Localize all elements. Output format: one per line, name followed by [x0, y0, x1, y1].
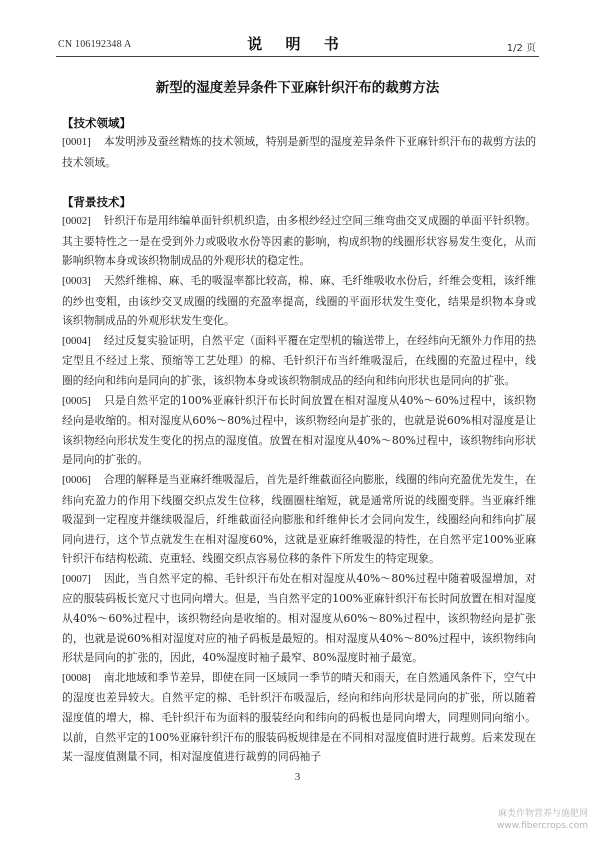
paragraph-number: [0007] [62, 572, 91, 585]
paragraph-number: [0001] [62, 136, 91, 148]
section-heading-background: 【背景技术】 [62, 195, 131, 210]
page-number: 3 [294, 771, 301, 783]
paragraph-number: [0004] [62, 334, 91, 347]
paragraph-number: [0003] [62, 274, 91, 287]
paragraph-number: [0002] [62, 215, 91, 228]
site-watermark [497, 808, 588, 832]
paragraph [62, 211, 536, 271]
paragraph-text: 针织汗布是用纬编单面针织机织造，由多根纱经过空间三维弯曲交叉成圈的单面平针织物。其主要特性之一是在受到外力或吸收水份等因素的影响，构成织物的线圈形状容易发生变化，从而影响织物本身或该织物制成品的外观形状的稳定性。 [62, 214, 536, 268]
watermark-site-name: 麻类作物营养与施肥网 [497, 809, 588, 819]
paragraph-text: 南北地域和季节差异，即使在同一区域同一季节的晴天和雨天，在自然通风条件下，空气中的湿度也差异较大。自然平定的棉、毛针织汗布吸湿后，经向和纬向形状是同向的扩张，所以随着湿度值的增大，棉、毛针织汗布为面料的服装经向和纬向的码板也是同向增大，同理则同向缩小。以前，自然平定的100%亚麻针织汗布的服装码板规律是在不同相对湿度值时进行裁剪。后来发现在某一湿度值测量不同，相对湿度值进行裁剪的同码袖子 [62, 670, 536, 764]
paragraph [62, 391, 536, 470]
paragraph-text: 本发明涉及蚕丝精炼的技术领域，特别是新型的湿度差异条件下亚麻针织汗布的裁剪方法的技术领域。 [62, 135, 536, 169]
header-divider [56, 56, 539, 57]
paragraph-number: [0005] [62, 394, 91, 407]
document-body [62, 110, 536, 767]
page-count: 1/2 页 [506, 43, 536, 54]
paragraph-text: 因此，当自然平定的棉、毛针织汗布处在相对湿度从40%～80%过程中随着吸湿增加，对应的服装码板长宽尺寸也同向增大。但是，当自然平定的100%亚麻针织汗布长时间放置在相对湿度从40%～60%过程中，该织物经向是收缩的。相对湿度从60%～80%过程中，该织物经向是扩张的，也就是说60%相对湿度对应的袖子码板是最短的。相对湿度从40%～80%过程中，该织物纬向形状是同向的扩张的，因此，40%湿度时袖子最窄、80%湿度时袖子最宽。 [62, 571, 536, 665]
paragraph-text: 只是自然平定的100%亚麻针织汗布长时间放置在相对湿度从40%～60%过程中，该织物经向是收缩的。相对湿度从60%～80%过程中，该织物经向是扩张的，也就是说60%相对湿度是让该织物经向形状发生变化的拐点的湿度值。放置在相对湿度从40%～80%过程中，该织物纬向形状是同向的扩张的。 [62, 393, 536, 467]
paragraph [62, 132, 536, 172]
document-title: 新型的湿度差异条件下亚麻针织汗布的裁剪方法 [155, 80, 440, 96]
paragraph [62, 271, 536, 331]
paragraph-number: [0006] [62, 473, 91, 486]
paragraph-text: 合理的解释是当亚麻纤维吸湿后，首先是纤维截面径向膨胀，线圈的纬向充盈优先发生，在纬向充盈力的作用下线圈交织点发生位移，线圈圈柱缩短，就是通常所说的线圈变胖。当亚麻纤维吸湿到一定程度并继续吸湿后，纤维截面径向膨胀和纤维伸长才会同向发生，线圈经向和纬向扩展同向进行，这个节点就发生在相对湿度60%，这就是亚麻纤维吸湿的特性，在自然平定100%亚麻针织汗布结构松疏、克重轻、线圈交织点容易位移的条件下所发生的特定现象。 [62, 472, 536, 566]
paragraph [62, 470, 536, 569]
paragraph-text: 经过反复实验证明，自然平定（面料平覆在定型机的输送带上，在经纬向无额外力作用的热定型且不经过上浆、预缩等工艺处理）的棉、毛针织汗布当纤维吸湿后，在线圈的充盈过程中，线圈的经向和纬向是同向的扩张，该织物本身或该织物制成品的经向和纬向形状也是同向的扩张。 [62, 333, 536, 387]
paragraph-number: [0008] [62, 671, 91, 684]
paragraph [62, 331, 536, 391]
paragraph-text: 天然纤维棉、麻、毛的吸湿率都比较高，棉、麻、毛纤维吸收水份后，纤维会变粗，该纤维的纱也变粗，由该纱交叉成圈的线圈的充盈率提高，线圈的平面形状发生变化，结果是织物本身或该织物制成品的外观形状发生变化。 [62, 273, 536, 328]
paragraph [62, 668, 536, 767]
watermark-url: www.fibercrops.com [497, 821, 588, 831]
patent-number: CN 106192348 A [58, 39, 132, 50]
section-heading-tech-field: 【技术领域】 [62, 116, 131, 130]
document-type-label: 说 明 书 [247, 35, 348, 53]
paragraph [62, 569, 536, 668]
